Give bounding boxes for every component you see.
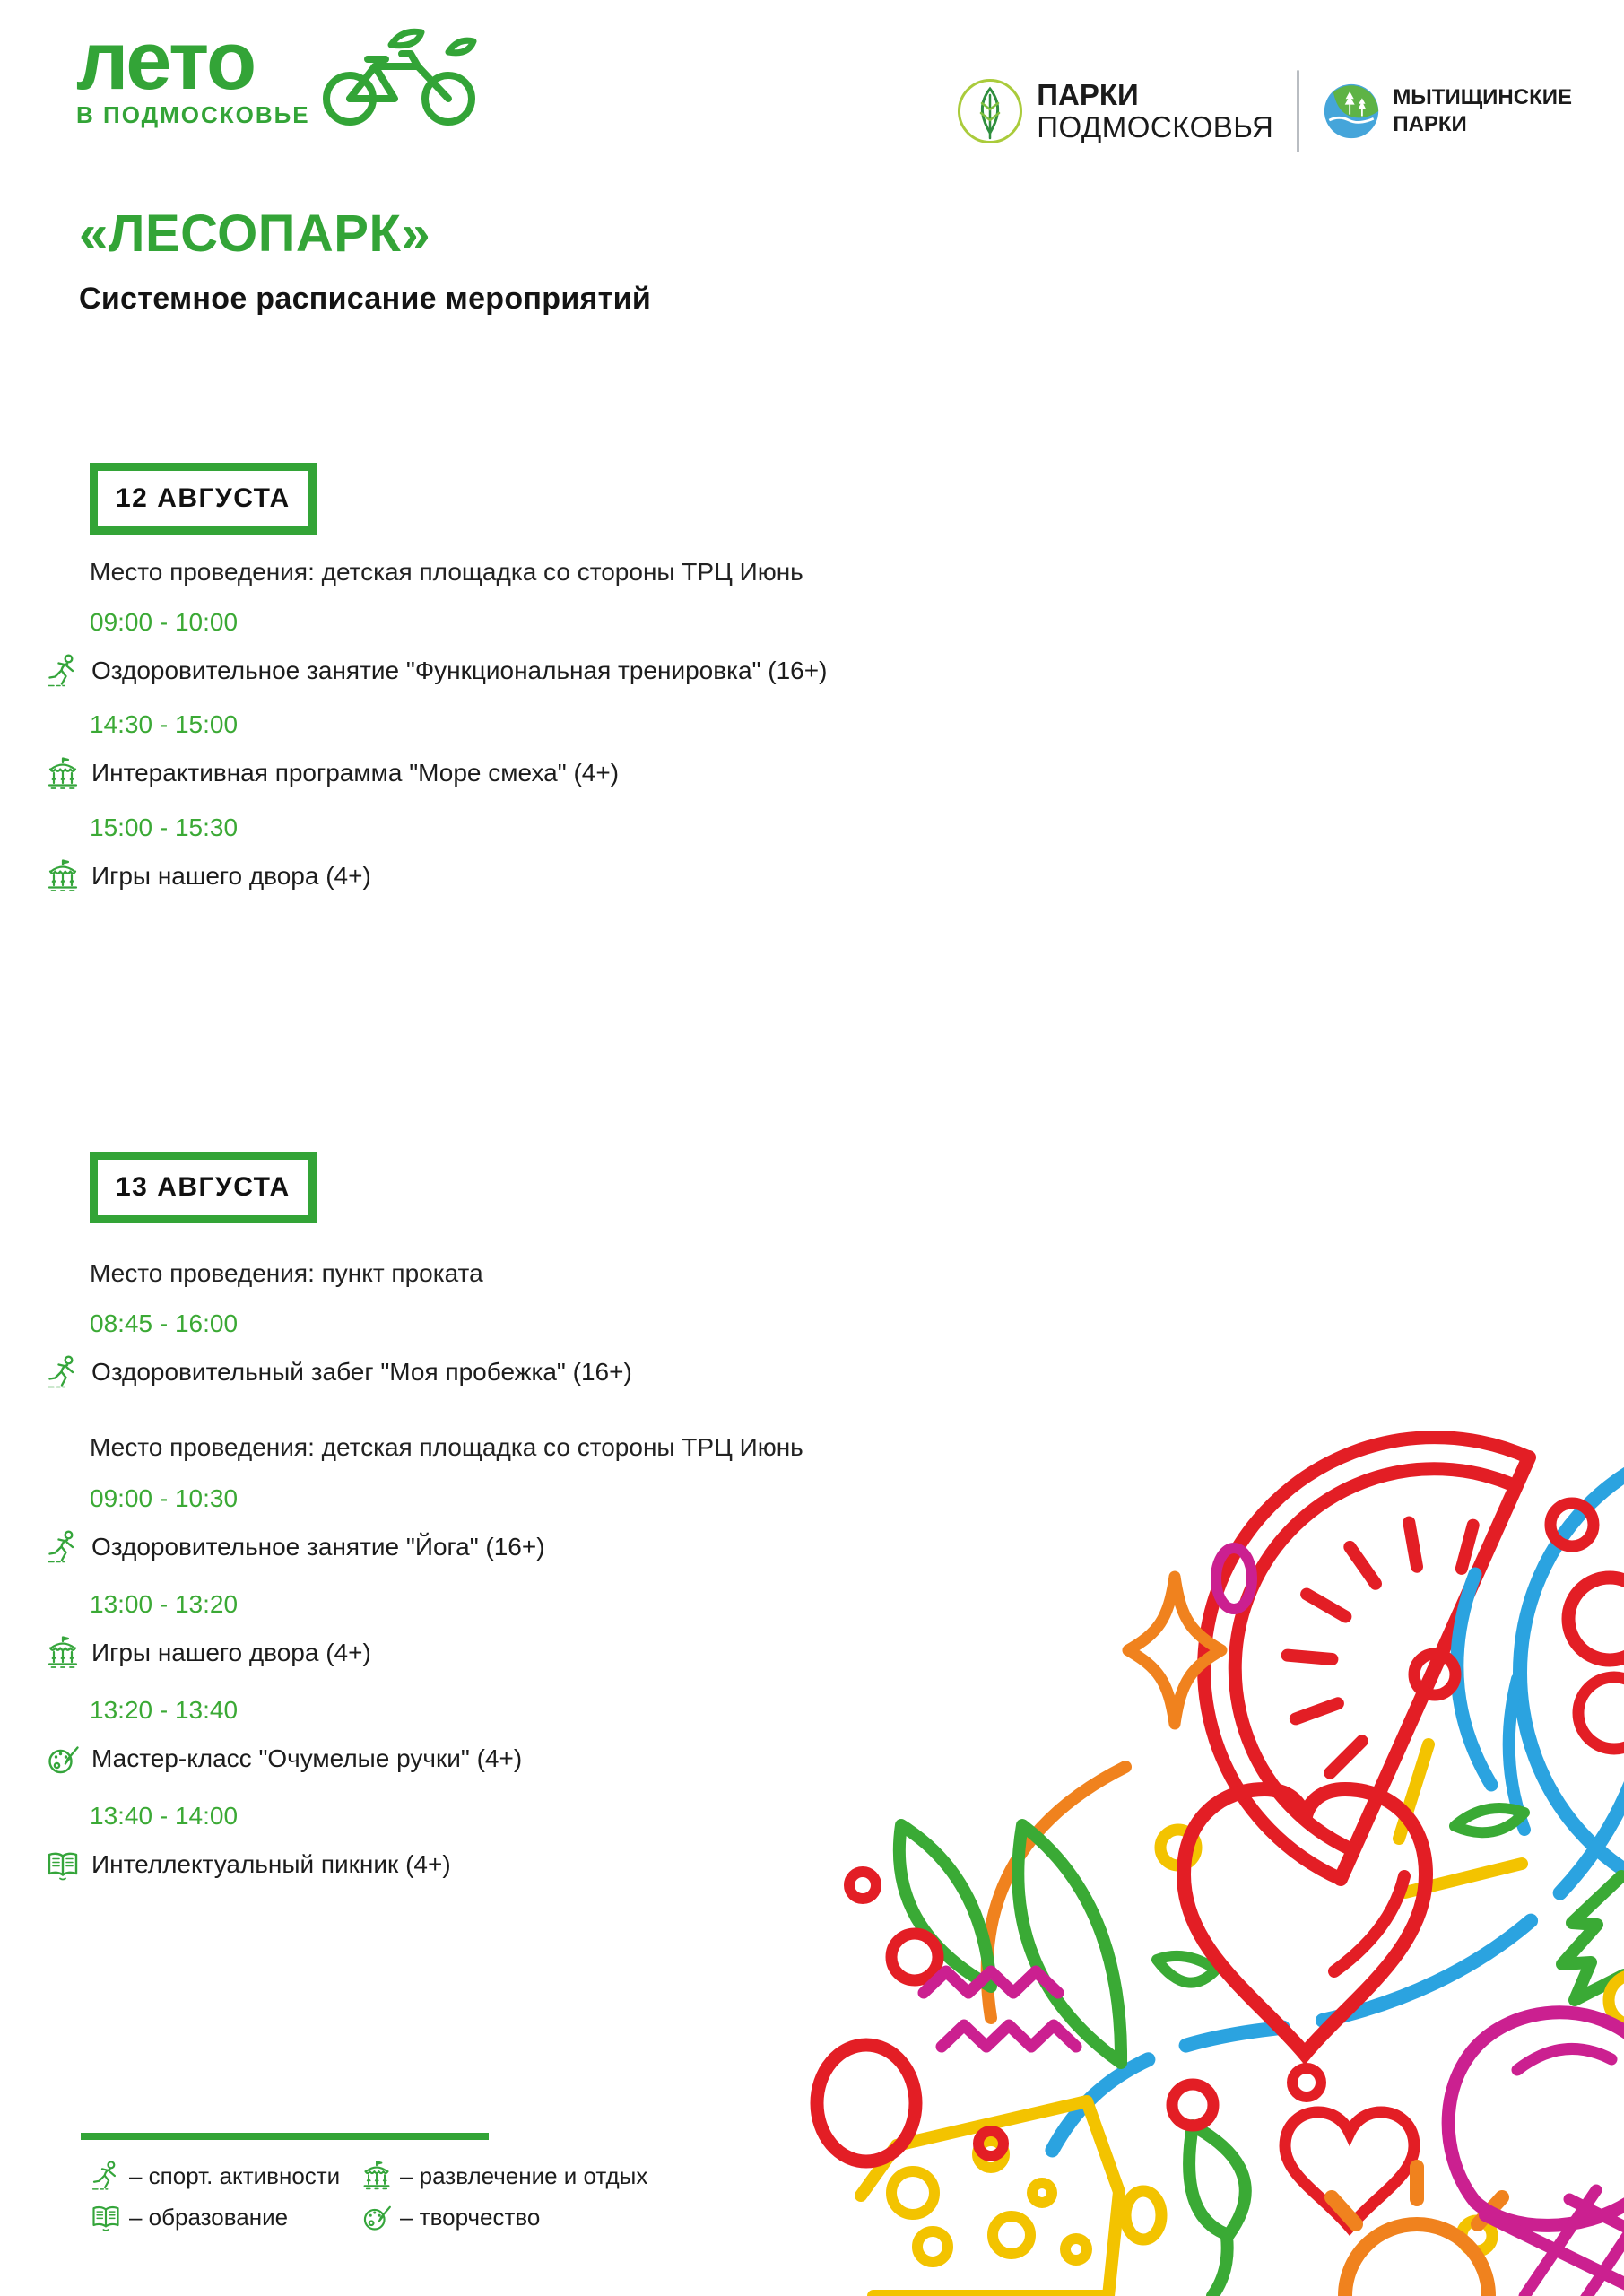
runner-icon	[45, 653, 81, 689]
open-book-icon	[45, 1847, 81, 1883]
runner-icon	[45, 1529, 81, 1565]
venue-line: Место проведения: детская площадка со стороны ТРЦ Июнь	[90, 1433, 803, 1462]
event-row	[45, 710, 1031, 791]
event-time: 13:00 - 13:20	[90, 1589, 239, 1618]
parki-podmoskovya-logo	[956, 77, 1273, 145]
legend-label: – образование	[129, 2203, 289, 2231]
balloon-icon	[1520, 1439, 1624, 1906]
event-title: Интеллектуальный пикник (4+)	[91, 1850, 451, 1879]
event-time: 13:20 - 13:40	[90, 1695, 239, 1724]
runner-icon	[45, 1354, 81, 1390]
carousel-icon	[45, 756, 81, 792]
event-row	[45, 1590, 1031, 1671]
date-label: 13 АВГУСТА	[116, 1172, 291, 1202]
legend	[81, 2133, 655, 2233]
event-title: Игры нашего двора (4+)	[91, 861, 371, 890]
page-subtitle: Системное расписание мероприятий	[79, 282, 652, 316]
event-row	[45, 813, 1031, 894]
day-block-13-august	[45, 1152, 1031, 1908]
heart-icon	[1184, 1789, 1426, 2054]
legend-item-edu	[90, 2201, 360, 2233]
brand-wordmark: лето	[76, 15, 256, 107]
event-title: Игры нашего двора (4+)	[91, 1638, 371, 1666]
carousel-icon	[360, 2160, 393, 2192]
summer-brand-logo	[76, 15, 310, 129]
park-globe-icon	[1323, 83, 1380, 140]
legend-divider	[81, 2133, 489, 2140]
event-title: Мастер-класс "Очумелые ручки" (4+)	[91, 1744, 523, 1773]
event-time: 09:00 - 10:30	[90, 1483, 239, 1512]
legend-item-art	[360, 2201, 655, 2233]
open-book-icon	[90, 2201, 122, 2233]
logo-divider	[1297, 70, 1299, 152]
partner2-name-line1: МЫТИЩИНСКИЕ	[1393, 85, 1572, 109]
event-row	[45, 1696, 1031, 1777]
partner2-name-line2: ПАРКИ	[1393, 112, 1467, 136]
title-block	[79, 204, 652, 317]
legend-item-sport	[90, 2160, 360, 2192]
event-title: Интерактивная программа "Море смеха" (4+)	[91, 759, 620, 787]
event-row	[45, 1802, 1031, 1883]
blue-swoosh-icon	[1036, 1574, 1624, 2187]
event-row	[45, 1309, 1031, 1390]
runner-icon	[90, 2160, 122, 2192]
zigzag-icon	[924, 1971, 1076, 2047]
legend-item-fun	[360, 2160, 655, 2192]
page-title: «ЛЕСОПАРК»	[79, 204, 431, 263]
leaf-in-circle-icon	[956, 77, 1024, 145]
date-badge	[90, 1152, 317, 1223]
partner-logos	[956, 70, 1572, 152]
carousel-icon	[45, 1635, 81, 1671]
palette-icon	[360, 2201, 393, 2233]
sun-icon	[1332, 2167, 1502, 2296]
palette-icon	[45, 1741, 81, 1777]
partner1-name-line2: ПОДМОСКОВЬЯ	[1037, 110, 1274, 144]
event-title: Оздоровительное занятие "Йога" (16+)	[91, 1532, 545, 1561]
event-time: 13:40 - 14:00	[90, 1802, 239, 1831]
day-block-12-august	[45, 463, 1031, 916]
legend-label: – развлечение и отдых	[400, 2161, 648, 2189]
event-row	[45, 608, 1031, 689]
event-time: 08:45 - 16:00	[90, 1309, 239, 1338]
partner1-name-line1: ПАРКИ	[1037, 77, 1139, 111]
brand-tagline: В ПОДМОСКОВЬЕ	[76, 100, 310, 128]
event-row	[45, 1484, 1031, 1565]
event-time: 14:30 - 15:00	[90, 710, 239, 739]
legend-label: – спорт. активности	[129, 2161, 341, 2189]
magenta-oval-icon	[1216, 1548, 1252, 1609]
venue-line: Место проведения: пункт проката	[90, 1259, 483, 1287]
event-time: 15:00 - 15:30	[90, 813, 239, 841]
event-title: Оздоровительный забег "Моя пробежка" (16+)	[91, 1358, 632, 1387]
venue-line: Место проведения: детская площадка со стороны ТРЦ Июнь	[90, 558, 803, 586]
date-badge	[90, 463, 317, 535]
watermelon-icon	[1204, 1438, 1529, 1879]
mytishchi-parks-logo	[1323, 83, 1572, 140]
carousel-icon	[45, 858, 81, 894]
legend-label: – творчество	[400, 2203, 541, 2231]
event-time: 09:00 - 10:00	[90, 608, 239, 637]
ice-cream-icon	[1448, 2013, 1624, 2296]
event-title: Оздоровительное занятие "Функциональная тренировка" (16+)	[91, 657, 828, 685]
sparkle-star-icon	[1128, 1577, 1221, 1724]
small-heart-icon	[1285, 2112, 1414, 2227]
date-label: 12 АВГУСТА	[116, 483, 291, 513]
bicycle-with-leaves-icon	[316, 22, 486, 129]
